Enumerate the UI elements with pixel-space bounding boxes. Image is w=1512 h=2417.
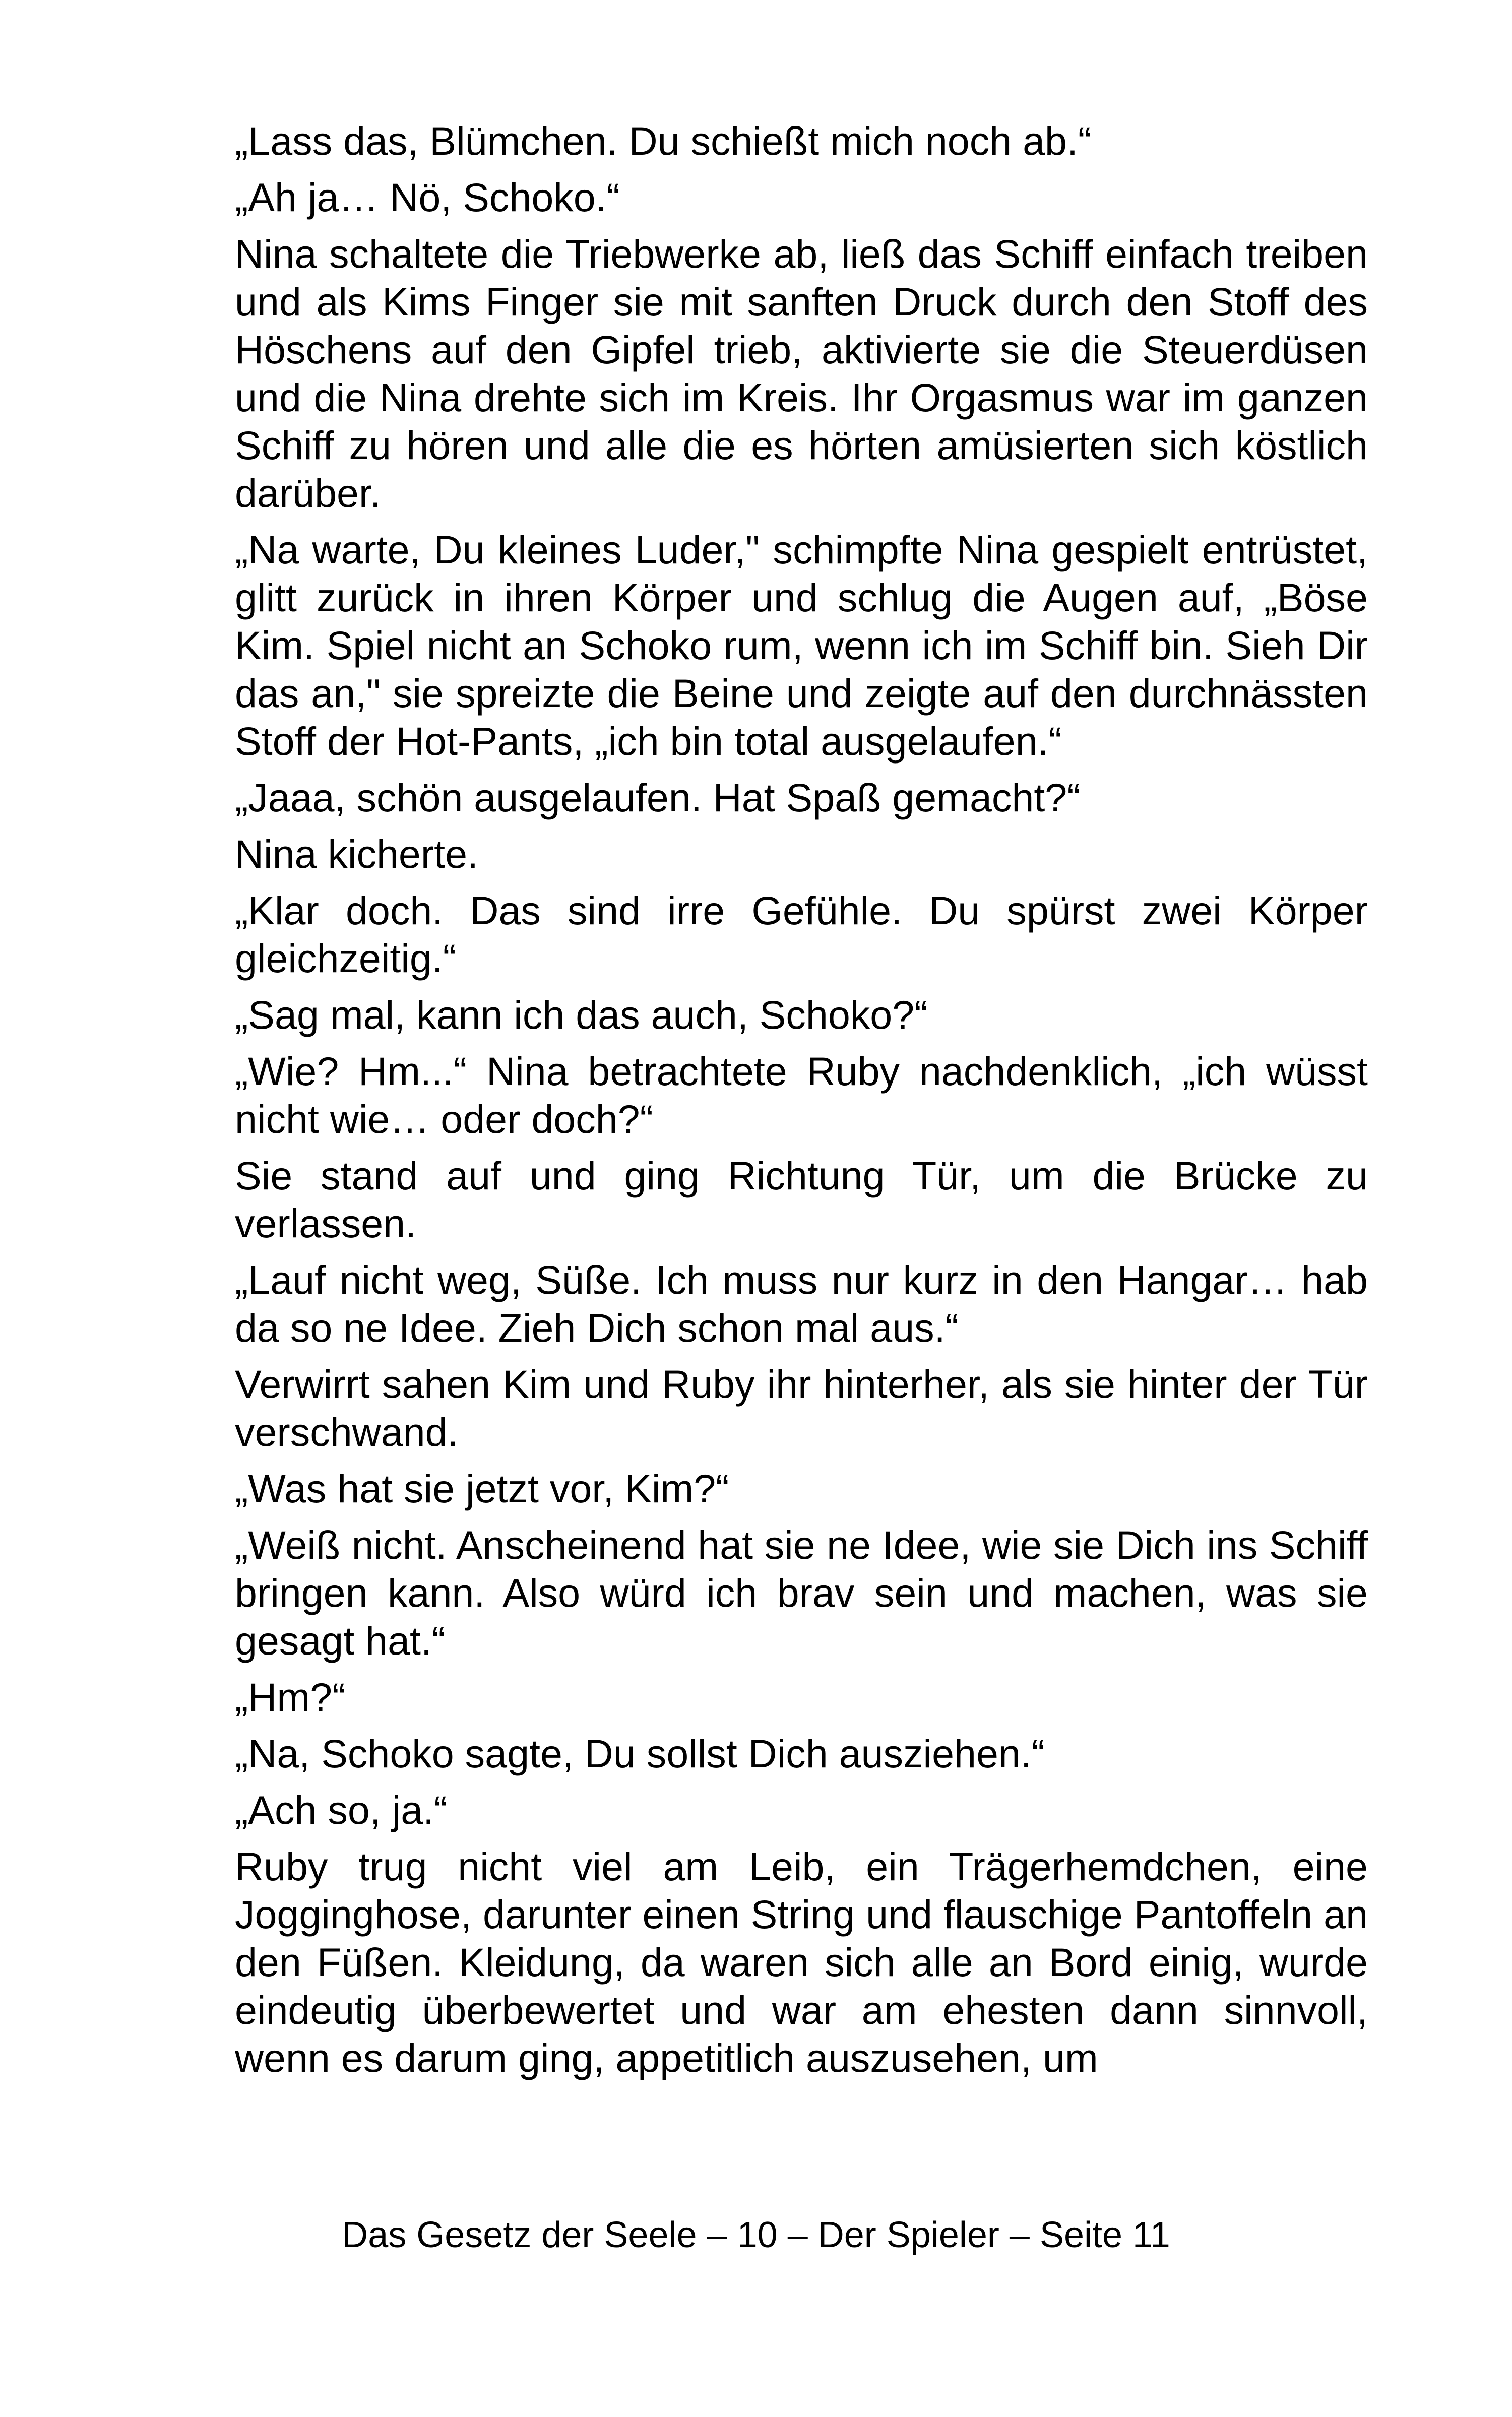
paragraph: Ruby trug nicht viel am Leib, ein Trägerhemdchen, eine Jogginghose, darunter einen String und flauschige Pantoffeln an den Füßen. Kleidung, da waren sich alle an Bord einig, wurde eindeutig überbewertet und war am ehesten dann sinnvoll, wenn es darum ging, appetitlich auszusehen, um — [235, 1844, 1368, 2080]
paragraph: „Na warte, Du kleines Luder," schimpfte Nina gespielt entrüstet, glitt zurück in ihren Körper und schlug die Augen auf, „Böse Kim. Spiel nicht an Schoko rum, wenn ich im Schiff bin. Sieh Dir das an," sie spreizte die Beine und zeigte auf den durchnässten Stoff der Hot-Pants, „ich bin total ausgelaufen.“ — [235, 527, 1368, 764]
paragraph: „Hm?“ — [235, 1675, 346, 1720]
paragraph: „Wie? Hm...“ Nina betrachtete Ruby nachdenklich, „ich wüsst nicht wie… oder doch?“ — [235, 1049, 1368, 1141]
paragraph: „Na, Schoko sagte, Du sollst Dich ausziehen.“ — [235, 1731, 1045, 1776]
paragraph: „Lass das, Blümchen. Du schießt mich noch ab.“ — [235, 118, 1092, 163]
paragraph: Nina kicherte. — [235, 832, 478, 876]
paragraph: „Weiß nicht. Anscheinend hat sie ne Idee, wie sie Dich ins Schiff bringen kann. Also würd ich brav sein und machen, was sie gesagt hat.“ — [235, 1522, 1368, 1663]
paragraph: „Ach so, ja.“ — [235, 1788, 448, 1832]
paragraph: „Jaaa, schön ausgelaufen. Hat Spaß gemacht?“ — [235, 775, 1081, 820]
paragraph: „Sag mal, kann ich das auch, Schoko?“ — [235, 992, 928, 1037]
paragraph: „Lauf nicht weg, Süße. Ich muss nur kurz in den Hangar… hab da so ne Idee. Zieh Dich schon mal aus.“ — [235, 1257, 1368, 1350]
page-footer: Das Gesetz der Seele – 10 – Der Spieler – Seite 11 — [342, 2215, 1170, 2255]
paragraph: „Was hat sie jetzt vor, Kim?“ — [235, 1466, 729, 1511]
paragraph: „Klar doch. Das sind irre Gefühle. Du spürst zwei Körper gleichzeitig.“ — [235, 888, 1368, 981]
paragraph: Sie stand auf und ging Richtung Tür, um die Brücke zu verlassen. — [235, 1153, 1368, 1246]
paragraph: Verwirrt sahen Kim und Ruby ihr hinterher, als sie hinter der Tür verschwand. — [235, 1362, 1368, 1454]
paragraph: Nina schaltete die Triebwerke ab, ließ das Schiff einfach treiben und als Kims Finger sie mit sanften Druck durch den Stoff des Höschens auf den Gipfel trieb, aktivierte sie die Steuerdüsen und die Nina drehte sich im Kreis. Ihr Orgasmus war im ganzen Schiff zu hören und alle die es hörten amüsierten sich köstlich darüber. — [235, 231, 1368, 516]
page-body-text — [235, 117, 1368, 2090]
paragraph: „Ah ja… Nö, Schoko.“ — [235, 175, 620, 220]
